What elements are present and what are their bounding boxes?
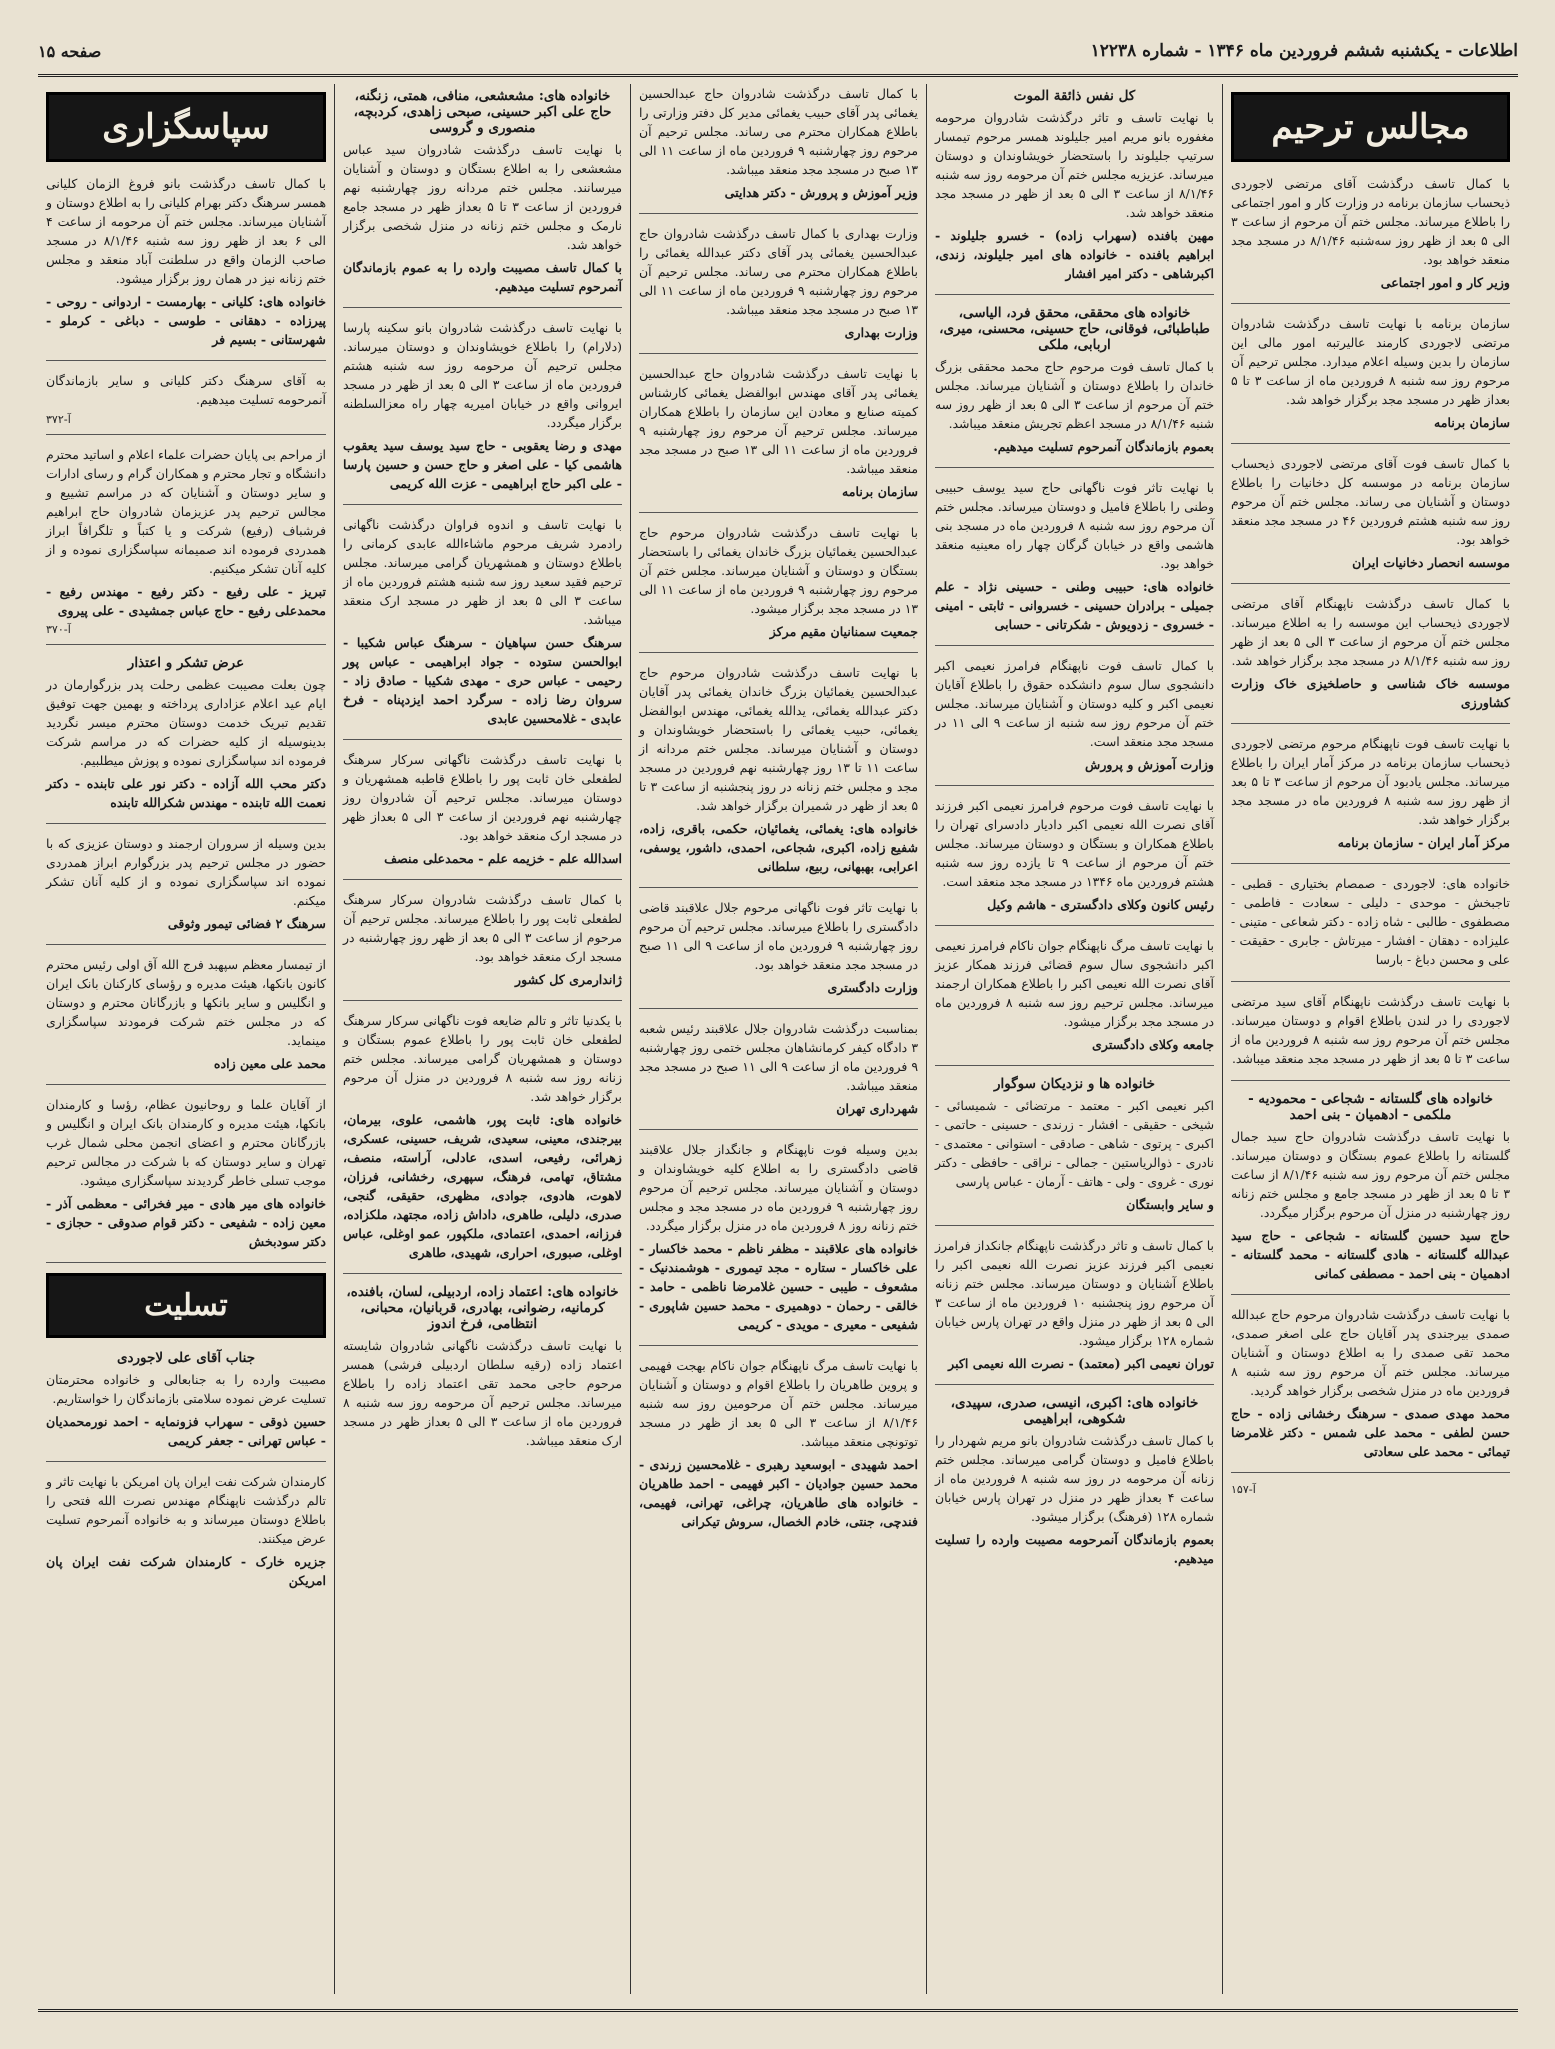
- notice-text: با کمال تاسف درگذشت آقای مرتضی لاجوردی ذیحساب سازمان برنامه در وزارت کار و امور اجتماعی را باطلاع میرساند. مجلس ختم آن مرحوم از ساعت ۳ الی ۵ بعد از ظهر روز سه‌شنبه ۸/۱/۴۶ در مسجد مجد منعقد خواهد بود.: [1231, 176, 1510, 267]
- notice-signature: احمد شهیدی - ابوسعید رهبری - غلامحسین زرندی - محمد حسین جوادیان - اکبر فهیمی - احمد طاهریان - خانواده های طاهریان، چراغی، تهرانی، فهیمی، فندچی، جنتی، خادم الخصال، سروش تیکرانی: [639, 1457, 918, 1529]
- notice: [935, 796, 1214, 926]
- notice: [343, 1284, 622, 1462]
- notice-signature: مهین بافنده (سهراب زاده) - خسرو جلیلوند - ابراهیم بافنده - خانواده های امیر جلیلوند، زندی، اکبرشاهی - دکتر امیر افشار: [935, 228, 1214, 281]
- notice-signature: سرهنگ حسن سپاهیان - سرهنگ عباس شکیبا - ابوالحسن ستوده - جواد ابراهیمی - عباس پور رحیمی - عباس حری - مهدی شکیبا - صادق زاد - سروان رضا زاده - سرگرد احمد ایزدپناه - فرخ عابدی - غلامحسین عابدی: [343, 635, 622, 726]
- notice-text: اکبر نعیمی اکبر - معتمد - مرتضائی - شمیسائی - شیخی - حقیقی - افشار - زرندی - حسینی - حاتمی - اکبری - پرتوی - شاهی - صادقی - استوانی - معتمدی - نادری - ذوالریاستین - جمالی - نراقی - حافظی - دکتر نوری - غروی - ولی - هاتف - آرمان - عباس پارسی: [935, 1098, 1214, 1189]
- page-header: [38, 28, 1518, 77]
- notice-text: بدین وسیله فوت ناپهنگام و جانگداز جلال علاقبند قاضی دادگستری را به اطلاع کلیه خویشاوندان و دوستان و آشنایان میرساند. مجلس ترحیم آن مرحوم روز چهارشنبه ۹ فروردین ماه در مسجد مجد و مجلس ختم زنانه روز ۸ فروردین ماه در منزل برگزار میگردد.: [639, 1142, 918, 1233]
- notice-text: با کمال تاسف و تاثر درگذشت ناپهنگام جانکداز فرامرز نعیمی اکبر فرزند عزیز نصرت الله نعیمی اکبر را باطلاع آشنایان و دوستان میرساند. مجلس ختم زنانه آن مرحوم روز پنجشنبه ۱۰ فروردین ماه از ساعت ۳ الی ۵ بعد از ظهر در منزل واقع در تهران پارس خیابان شماره ۱۲۸ برگزار میشود.: [935, 1238, 1215, 1348]
- notice-signature: ژاندارمری کل کشور: [515, 972, 622, 987]
- notice-text: با کمال تاسف درگذشت شادروان بانو مریم شهردار را باطلاع فامیل و دوستان گرامی میرساند. مجلس ختم زنانه آن مرحومه در روز سه شنبه ۸ فروردین ماه از ساعت ۴ بعداز ظهر در منزل در تهران پارس خیابان شماره ۱۲۸ (فرهنگ) برگزار میشود.: [935, 1433, 1214, 1524]
- section-banner: تسلیت: [46, 1273, 326, 1338]
- notice-title: کل نفس ذائقة الموت: [1013, 88, 1136, 104]
- header-dateline: اطلاعات - یکشنبه ششم فروردین ماه ۱۳۴۶ - شماره ۱۲۲۳۸: [1090, 41, 1518, 61]
- notice: [46, 655, 326, 824]
- notice-title: خانواده های گلستانه - شجاعی - محمودیه - ملکمی - ادهمیان - بنی احمد: [1248, 1091, 1493, 1123]
- notice-signature: موسسه خاک شناسی و حاصلخیزی خاک وزارت کشاورزی: [1231, 676, 1510, 710]
- notice: [639, 1356, 918, 1542]
- notice-signature: وزارت آموزش و پرورش: [1084, 757, 1214, 772]
- notice-signature: محمد مهدی صمدی - سرهنگ رخشانی زاده - حاج حسن لطفی - محمد علی شمس - دکتر غلامرضا تیمائی - محمد علی سعادتی: [1231, 1406, 1510, 1459]
- notice-text: با نهایت تاسف درگذشت ناگهانی سرکار سرهنگ لطفعلی خان ثابت پور را باطلاع قاطبه همشهریان و دوستان میرساند. مجلس ترحیم آن شادروان روز چهارشنبه نهم فروردین از ساعت ۳ الی ۵ بعداز ظهر در مسجد ارک منعقد خواهد بود.: [343, 752, 622, 843]
- notice-text: با کمال تاسف فوت مرحوم حاج محمد محققی بزرگ خاندان را باطلاع دوستان و آشنایان میرساند. مجلس ختم آن مرحوم از ساعت ۳ الی ۵ بعد از ظهر روز سه شنبه ۸/۱/۴۶ در مسجد اعظم تجریش منعقد میباشد.: [935, 359, 1214, 431]
- notice: [639, 663, 918, 888]
- section-banner: سپاسگزاری: [46, 92, 326, 162]
- notice-title: عرض تشکر و اعتذار: [127, 655, 245, 671]
- newspaper-page: [38, 28, 1518, 2018]
- notice-text: با کمال تاسف درگذشت شادروان حاج عبدالحسین یغمائی پدر آقای حبیب یغمائی مدیر کل دفتر وزارتی را باطلاع همکاران محترم می رساند. مجلس ترحیم آن مرحوم روز چهارشنبه ۹ فروردین ماه از ساعت ۱۱ الی ۱۳ صبح در مسجد مجد منعقد میباشد.: [639, 86, 918, 177]
- notice-signature: رئیس کانون وکلای دادگستری - هاشم وکیل: [987, 897, 1214, 912]
- column-4: [334, 84, 630, 1994]
- notice: [343, 318, 622, 505]
- notice-signature: وزارت بهداری: [844, 325, 918, 340]
- notice-signature: حسین ذوقی - سهراب فزونمایه - احمد نورمحمدیان - عباس تهرانی - جعفر کریمی: [46, 1414, 326, 1448]
- notice: [46, 1350, 326, 1462]
- notice-text: سازمان برنامه با نهایت تاسف درگذشت شادروان مرتضی لاجوردی کارمند عالیرتبه امور مالی این سازمان را بدین وسیله اعلام میدارد. مجلس ترحیم آن مرحوم روز سه شنبه ۸ فروردین ماه از ساعت ۳ تا ۵ بعداز ظهر در مسجد مجد برگزار خواهد شد.: [1231, 316, 1510, 407]
- notice-text: با نهایت تاسف درگذشت شادروان مرحوم حاج عبدالحسین یغمائیان بزرگ خاندان یغمائی را باستحضار بستگان و دوستان و آشنایان میرساند. مجلس ختم آن مرحوم روز چهارشنبه ۹ فروردین ماه از ساعت ۱۱ الی ۱۳ در مسجد مجد برگزار میشود.: [639, 525, 918, 616]
- notice-text: کارمندان شرکت نفت ایران پان امریکن با نهایت تاثر و تالم درگذشت ناپهنگام مهندس نصرت الله فتحی را باطلاع دوستان میرساند و به خانواده آنمرحوم تسلیت عرض میکنند.: [46, 1474, 326, 1546]
- notice: [1231, 874, 1510, 982]
- notice: [639, 898, 918, 1009]
- notice-text: با کمال تاسف درگذشت ناپهنگام آقای مرتضی لاجوردی ذیحساب این موسسه را به اطلاع میرساند. مجلس ختم آن مرحوم از ساعت ۳ الی ۵ بعد از ظهر روز سه شنبه ۸/۱/۴۶ در مسجد مجد برگزار خواهد شد.: [1231, 596, 1510, 668]
- notice: [639, 364, 918, 513]
- notice-text: بدین وسیله از سروران ارجمند و دوستان عزیزی که با حضور در مجلس ترحیم پدر بزرگوارم ابراز همدردی نموده اند سپاسگزاری نموده و از کلیه آنان تشکر میکنم.: [46, 836, 326, 908]
- notice: [935, 656, 1214, 786]
- notice: [46, 174, 326, 361]
- notice-signature: تبریز - علی رفیع - دکتر رفیع - مهندس رفیع - محمدعلی رفیع - حاج عباس جمشیدی - علی پیروی: [46, 584, 326, 618]
- notice-signature: اسدالله علم - خزیمه علم - محمدعلی منصف: [384, 851, 622, 866]
- notice-text: با یکدنیا تاثر و تالم ضایعه فوت ناگهانی سرکار سرهنگ لطفعلی خان ثابت پور را باطلاع عموم بستگان و دوستان و همشهریان گرامی میرساند. مجلس ختم زنانه روز سه شنبه ۸ فروردین در منزل آن مرحوم برگزار خواهد شد.: [343, 1013, 622, 1104]
- notice: [343, 515, 622, 740]
- notice-signature: وزارت دادگستری: [827, 980, 918, 995]
- notice-text: با نهایت تاسف درگذشت ناگهانی شادروان شایسته اعتماد زاده (رقیه سلطان اردبیلی فرشی) همسر مرحوم حاجی محمد تقی اعتماد زاده را باطلاع میرساند. مجلس ترحیم آن مرحومه روز سه شنبه ۸ فروردین ماه از ساعت ۳ الی ۵ بعداز ظهر در مسجد ارک منعقد میباشد.: [343, 1338, 622, 1448]
- notice-signature: خانواده های: حبیبی وطنی - حسینی نژاد - علم جمیلی - برادران حسینی - خسروانی - ثابتی - امینی - خسروی - زدویوش - شکرتانی - حسابی: [935, 579, 1214, 632]
- notice: [46, 445, 326, 645]
- notice-signature: جمعیت سمنانیان مقیم مرکز: [769, 624, 918, 639]
- notice-text: با نهایت تاثر فوت ناگهانی حاج سید یوسف حبیبی وطنی را باطلاع فامیل و دوستان میرساند. مجلس ختم آن مرحوم روز سه شنبه ۸ فروردین ماه در مسجد بنی هاشمی واقع در خیابان گرگان چهار راه معینیه منعقد خواهد بود.: [935, 480, 1215, 571]
- notice-text: بمناسبت درگذشت شادروان جلال علاقبند رئیس شعبه ۳ دادگاه کیفر کرمانشاهان مجلس ختمی روز چهارشنبه ۹ فروردین ماه از ساعت ۹ الی ۱۱ صبح در مسجد مجد منعقد میباشد.: [639, 1021, 918, 1093]
- notice-signature: بعموم بازماندگان آنمرحومه مصیبت وارده را تسلیت میدهیم.: [935, 1532, 1214, 1566]
- notice-title: جناب آقای علی لاجوردی: [116, 1350, 256, 1366]
- notice-text: وزارت بهداری با کمال تاسف درگذشت شادروان حاج عبدالحسین یغمائی پدر آقای دکتر عبدالله یغمائی را باطلاع همکاران محترم می رساند. مجلس ترحیم آن مرحوم روز چهارشنبه ۹ فروردین ماه از ساعت ۱۱ الی ۱۳ صبح در مسجد مجد منعقد میباشد.: [639, 226, 918, 317]
- notice-text: با کمال تاسف فوت ناپهنگام فرامرز نعیمی اکبر دانشجوی سال سوم دانشکده حقوق را باطلاع آقایان نعیمی اکبر و کلیه دوستان و آشنایان میرساند. مجلس ختم آن مرحوم روز سه شنبه از ساعت ۹ الی ۱۱ در مسجد مجد منعقد است.: [935, 658, 1214, 749]
- notice: [639, 84, 918, 214]
- ad-code: آ-۱۵۷: [1231, 1483, 1256, 1496]
- notice-text: با نهایت تاسف مرگ ناپهنگام جوان ناکام فرامرز نعیمی اکبر دانشجوی سال سوم قضائی فرزند همکار عزیز آقای نصرت الله نعیمی اکبر را باطلاع همکاران ارجمند میرساند. مجلس ترحیم روز سه شنبه ۸ فروردین ماه در مسجد مجد برگزار میشود.: [935, 938, 1214, 1029]
- notice-signature: و سایر وابستگان: [1126, 1197, 1214, 1212]
- notice: [1231, 174, 1510, 304]
- notice: [639, 523, 918, 653]
- notice: [343, 890, 622, 1001]
- notice: [935, 1236, 1214, 1385]
- notice: [935, 88, 1214, 295]
- notice-text: از آقایان علما و روحانیون عظام، رؤسا و کارمندان بانکها، هیئت مدیره و کارمندان بانک ایران و انگلیس و بازرگانان محترم و اعضای انجمن محلی شمال غرب تهران و سایر دوستان که با شرکت در مجالس ترحیم موجب تسلی خاطر گردیدند سپاسگزاری میشود.: [46, 1097, 326, 1188]
- notice: [343, 88, 622, 308]
- notice-title: خانواده های: اکبری، انیسی، صدری، سپیدی، شکوهی، ابراهیمی: [950, 1395, 1199, 1427]
- notice-signature: وزیر آموزش و پرورش - دکتر هدایتی: [724, 185, 918, 200]
- notice-text: با نهایت تاسف درگذشت شادروان بانو سکینه پارسا (دلارام) را باطلاع خویشاوندان و دوستان میرساند. مجلس ترحیم آن مرحومه روز سه شنبه هشتم فروردین ماه از ساعت ۳ الی ۵ بعد از ظهر در مسجد ایروانی واقع در خیابان امیریه چهار راه معزالسلطنه برگزار میگردد.: [343, 320, 622, 430]
- notice: [1231, 734, 1510, 864]
- notice-signature: شهرداری تهران: [836, 1101, 918, 1116]
- notice-text: با کمال تاسف درگذشت شادروان سرکار سرهنگ لطفعلی ثابت پور را باطلاع میرساند. مجلس ترحیم آن مرحوم از ساعت ۳ الی ۵ بعد از ظهر روز چهارشنبه در مسجد ارک منعقد خواهد بود.: [343, 892, 622, 964]
- notice-signature: خانواده های: یغمائی، یغمائیان، حکمی، باقری، زاده، شفیع زاده، اکبری، شجاعی، احمدی، داشور، یوسفی، اعرابی، بهبهانی، ربیع، سلطانی: [639, 821, 918, 874]
- notice: [1231, 992, 1510, 1081]
- notice-text: با نهایت تاسف و اندوه فراوان درگذشت ناگهانی رادمرد شریف مرحوم ماشاءالله عابدی کرمانی را باطلاع دوستان و همشهریان گرامی میرساند. مجلس ترحیم فقید سعید روز سه شنبه هشتم فروردین ماه از ساعت ۳ الی ۵ بعد از ظهر در مسجد ارک منعقد میباشد.: [343, 517, 623, 627]
- notice-signature: حاج سید حسین گلستانه - شجاعی - حاج سید عبدالله گلستانه - هادی گلستانه - محمد گلستانه - ادهمیان - بنی احمد - مصطفی کمانی: [1231, 1228, 1510, 1281]
- notice: [46, 955, 326, 1085]
- column-1: [1222, 84, 1518, 1994]
- notice-title: خانواده ها و نزدیکان سوگوار: [994, 1076, 1155, 1092]
- ad-code: آ-۳۷۲: [46, 413, 71, 426]
- notice-signature: وزیر کار و امور اجتماعی: [1380, 275, 1510, 290]
- notice: [1231, 1305, 1510, 1473]
- notice-signature: خانواده های میر هادی - میر فخرائی - معظمی آذر - معین زاده - شفیعی - دکتر قوام صدوقی - حجازی - دکتر سودبخش: [46, 1196, 326, 1249]
- notice: [46, 834, 326, 945]
- column-3: [630, 84, 926, 1994]
- notice: [935, 478, 1214, 646]
- notice-text: با نهایت تاسف فوت ناپهنگام مرحوم مرتضی لاجوردی ذیحساب سازمان برنامه در مرکز آمار ایران را باطلاع میرساند. مجلس یادبود آن مرحوم از ساعت ۳ تا ۵ بعد از ظهر روز سه شنبه ۸ فروردین ماه در مسجد مجد برگزار خواهد شد.: [1231, 736, 1510, 827]
- notice-text: مصیبت وارده را به جنابعالی و خانواده محترمتان تسلیت عرض نموده سلامتی بازماندگان را خواستاریم.: [46, 1372, 326, 1406]
- notice-title: خانواده های: مشعشعی، منافی، همتی، زنگنه، حاج علی اکبر حسینی، صبحی زاهدی، کردبچه، منصوری و گروسی: [353, 88, 612, 136]
- notice-text: با نهایت تاسف مرگ ناپهنگام جوان ناکام بهجت فهیمی و پروین طاهریان را باطلاع اقوام و دوستان و آشنایان میرساند. مجلس ختم آن مرحومین روز سه شنبه ۸/۱/۴۶ از ساعت ۳ الی ۵ بعد از ظهر در مسجد توتونچی منعقد میباشد.: [639, 1358, 918, 1449]
- column-2: [926, 84, 1222, 1994]
- notice-title: خانواده های: اعتماد زاده، اردبیلی، لسان، بافنده، کرمانیه، رضوانی، بهادری، قربانیان، محبانی، انتظامی، فرخ اندوز: [346, 1284, 619, 1332]
- notice-signature: سرهنگ ۲ فضائی تیمور وثوقی: [167, 916, 326, 931]
- notice-signature: موسسه انحصار دخانیات ایران: [1352, 555, 1510, 570]
- notice-signature: بعموم بازماندگان آنمرحوم تسلیت میدهیم.: [993, 439, 1214, 454]
- notice: [935, 936, 1214, 1066]
- column-5: [38, 84, 334, 1994]
- section-banner: مجالس ترحیم: [1231, 92, 1510, 162]
- notice-text: چون بعلت مصیبت عظمی رحلت پدر بزرگوارمان در ایام عید اعلام عزاداری پرداخته و بهمین جهت توفیق تقدیم تبریک خدمت دوستان محترم میسر نگردید بدینوسیله از کلیه حضرات که در مراسم شرکت فرموده اند سپاسگزاری نموده و پوزش میطلبیم.: [46, 677, 326, 768]
- notice-signature: توران نعیمی اکبر (معتمد) - نصرت الله نعیمی اکبر: [948, 1356, 1214, 1371]
- notice-text: با نهایت تاسف درگذشت شادروان حاج عبدالحسین یغمائی پدر آقای مهندس ابوالفضل یغمائی کارشناس کمیته صنایع و معادن این سازمان را باطلاع همکاران میرساند. مجلس ترحیم آن مرحوم روز چهارشنبه ۹ فروردین ماه از ساعت ۱۱ الی ۱۳ صبح در مسجد مجد منعقد میباشد.: [639, 366, 918, 476]
- notice: [1231, 314, 1510, 444]
- notice: [935, 305, 1214, 468]
- notice-text: خانواده های: لاجوردی - صمصام بختیاری - قطبی - تاجبخش - موحدی - دلیلی - سعادت - فاطمی - مصطفوی - طالبی - شاه زاده - دکتر شعاعی - متینی - علیزاده - دهقان - افشار - میرتاش - جابری - حقیقت - علی و محسن دباغ - بارسا: [1231, 876, 1510, 967]
- notice: [935, 1076, 1214, 1226]
- notice-signature: محمد علی معین زاده: [213, 1056, 326, 1071]
- page-number: صفحه ۱۵: [38, 41, 102, 61]
- notice-text: با نهایت تاسف درگذشت ناپهنگام آقای سید مرتضی لاجوردی را در لندن باطلاع اقوام و دوستان میرساند. مجلس ختم آن مرحوم روز سه شنبه ۸ فروردین ماه از ساعت ۳ تا ۵ بعد از ظهر در مسجد مجد منعقد میباشد.: [1231, 994, 1510, 1066]
- notice-signature: خانواده های: ثابت پور، هاشمی، علوی، بیرمان، بیرجندی، معینی، سعیدی، شریف، حسینی، عسکری، زهرائی، رفیعی، اسدی، عادلی، آراسته، منصف، مشتاق، تهامی، فرهنگ، سپهری، رخشانی، فرزان، لاهوت، هادوی، جوادی، مظهری، حقیقی، گنجی، صدری، دلیلی، طاهری، داداش زاده، مجتهد، ملکزاده، فرزانه، احمدی، اعتمادی، ملکپور، عمو اوغلی، عباس اوغلی، صبوری، احراری، شهیدی، طاهری: [343, 1112, 622, 1260]
- notice: [46, 1472, 326, 1601]
- notice: [1231, 454, 1510, 584]
- notice-text: با نهایت تاسف درگذشت شادروان سید عباس مشعشعی را به اطلاع بستگان و دوستان و آشنایان میرسانند. مجلس ختم مردانه روز چهارشنبه نهم فروردین از ساعت ۳ تا ۵ بعداز ظهر در مسجد جامع نارمک و مجلس ختم زنانه در منزل شخصی برگزار خواهد شد.: [343, 142, 622, 252]
- notice-signature: سازمان برنامه: [1434, 415, 1510, 430]
- notice-text: با نهایت تاسف و تاثر درگذشت شادروان مرحومه مغفوره بانو مریم امیر جلیلوند همسر مرحوم تیمسار سرتیپ جلیلوند را باستحضار خویشاوندان و دوستان میرساند. عزیزیه مجلس ختم آن مرحومه روز سه شنبه ۸/۱/۴۶ از ساعت ۳ الی ۵ بعد از ظهر در مسجد مجد منعقد خواهد شد.: [935, 110, 1214, 220]
- notice-text: با نهایت تاسف درگذشت شادروان مرحوم حاج عبدالله صمدی بیرجندی پدر آقایان حاج علی اصغر صمدی، محمد تقی صمدی را به اطلاع دوستان و آشنایان میرساند. مجلس ختم آن مرحوم روز سه شنبه ۸ فروردین ماه در منزل شخصی برگزار خواهد گردید.: [1231, 1307, 1510, 1398]
- notice-signature: خانواده های: کلیانی - بهارمست - اردوانی - روحی - پیرزاده - دهقانی - طوسی - دباغی - کرملو - شهرستانی - بسیم فر: [46, 294, 326, 347]
- notice: [1231, 594, 1510, 724]
- notice-signature: دکتر محب الله آزاده - دکتر نور علی تابنده - دکتر نعمت الله تابنده - مهندس شکرالله تابنده: [46, 776, 326, 810]
- notice: [639, 1140, 918, 1346]
- ad-code: آ-۳۷۰: [46, 623, 71, 636]
- notice-signature: خانواده های علاقبند - مظفر ناظم - محمد خاکسار - علی خاکسار - ستاره - مجد تیموری - هوشمندنیک - مشعوف - طیبی - حسین غلامرضا ناظمی - حامد - خالقی - رحمان - دوهمیری - محمد حسین شاپوری - شفیعی - معیری - مویدی - کریمی: [639, 1241, 918, 1332]
- notice-text: به آقای سرهنگ دکتر کلیانی و سایر بازماندگان آنمرحومه تسلیت میدهیم.: [46, 373, 326, 407]
- notice-text: با نهایت تاسف درگذشت شادروان مرحوم حاج عبدالحسین یغمائیان بزرگ خاندان یغمائی پدر آقایان دکتر عبدالله یغمائی، یدالله یغمائی، مهندس ابوالفضل یغمائی، حبیب یغمائی را باستحضار خویشاوندان و دوستان و آشنایان میرساند. مجلس ختم مردانه از ساعت ۱۱ تا ۱۳ روز چهارشنبه نهم فروردین در مسجد مجد و مجلس ختم زنانه در روز پنجشنبه از ساعت ۳ تا ۵ بعد از ظهر در شمیران برگزار خواهد شد.: [639, 665, 918, 813]
- notice-signature: جامعه وکلای دادگستری: [1092, 1037, 1214, 1052]
- notice-text: از مراحم بی پایان حضرات علماء اعلام و اساتید محترم دانشگاه و تجار محترم و همکاران گرام و رسای ادارات و سایر دوستان و آشنایان که در مراسم تشییع و مجالس ترحیم پدر عزیزمان شادروان حاج ابراهیم فرشباف (رفیع) شرکت و یا کتباً و تلگرافاً ابراز همدردی فرموده اند صمیمانه سپاسگزاری نموده و از کلیه آنان تشکر میکنیم.: [46, 447, 326, 576]
- notice-signature: مهدی و رضا یعقوبی - حاج سید یوسف سید یعقوب هاشمی کیا - علی اصغر و حاج حسن و حسین پارسا - علی اکبر حاج ابراهیمی - عزت الله کریمی: [343, 438, 622, 491]
- notice-signature: مرکز آمار ایران - سازمان برنامه: [1337, 835, 1510, 850]
- notice: [639, 224, 918, 354]
- notice: [46, 371, 326, 435]
- notice-text: با کمال تاسف فوت آقای مرتضی لاجوردی ذیحساب سازمان برنامه در موسسه کل دخانیات را باطلاع دوستان و آشنایان می رساند. مجلس ختم آن مرحوم روز سه شنبه هشتم فروردین ۴۶ در مسجد مجد منعقد خواهد بود.: [1231, 456, 1511, 547]
- notice: [639, 1019, 918, 1130]
- notice-signature: جزیره خارک - کارمندان شرکت نفت ایران پان امریکن: [46, 1554, 326, 1588]
- notice-text: از تیمسار معظم سپهبد فرج الله آق اولی رئیس محترم کانون بانکها، هیئت مدیره و رؤسای کارکنان بانک ایران و انگلیس و سایر بانکها و بازرگانان محترم و دوستان که در مجلس ختم شرکت فرمودند سپاسگزاری مینماید.: [46, 957, 326, 1048]
- notice-text: با نهایت تاسف فوت مرحوم فرامرز نعیمی اکبر فرزند آقای نصرت الله نعیمی اکبر دادیار دادسرای تهران را باطلاع همکاران و بستگان و دوستان میرساند. مجلس ختم آن مرحوم از ساعت ۹ تا یازده روز سه شنبه هشتم فروردین ماه ۱۳۴۶ در مسجد مجد منعقد است.: [935, 798, 1214, 889]
- notice-text: با کمال تاسف درگذشت بانو فروغ الزمان کلیانی همسر سرهنگ دکتر بهرام کلیانی را به اطلاع دوستان و آشنایان میرساند. مجلس ختم آن مرحومه از ساعت ۴ الی ۶ بعد از ظهر روز سه شنبه ۸/۱/۴۶ در مسجد صاحب الزمان واقع در سلطنت آباد منعقد و مجلس ختم زنانه نیز در همان روز برگزار میشود.: [46, 176, 326, 286]
- columns: [38, 84, 1518, 1994]
- notice-text: با نهایت تاسف درگذشت شادروان حاج سید جمال گلستانه را باطلاع عموم بستگان و دوستان میرساند. مجلس ختم آن مرحوم روز سه شنبه ۸/۱/۴۶ از ساعت ۳ تا ۵ بعد از ظهر در مسجد جامع و مجلس ختم زنانه روز چهارشنبه در منزل آن مرحوم برگزار میگردد.: [1231, 1129, 1510, 1220]
- notice-text: با نهایت تاثر فوت ناگهانی مرحوم جلال علاقبند قاضی دادگستری را باطلاع میرساند. مجلس ترحیم آن مرحوم روز چهارشنبه ۹ فروردین ماه از ساعت ۹ الی ۱۱ صبح در مسجد مجد منعقد خواهد بود.: [639, 900, 918, 972]
- notice-signature: با کمال تاسف مصیبت وارده را به عموم بازماندگان آنمرحوم تسلیت میدهیم.: [343, 260, 622, 294]
- footer-rule: [38, 2009, 1518, 2012]
- notice: [935, 1395, 1214, 1579]
- notice: [1231, 1091, 1510, 1295]
- notice: [46, 1095, 326, 1263]
- notice: [343, 750, 622, 880]
- notice-title: خانواده های محققی، محقق فرد، الیاسی، طباطبائی، فوقانی، حاج حسینی، محسنی، میری، اربابی، ملکی: [939, 305, 1210, 353]
- notice: [343, 1011, 622, 1274]
- notice-signature: سازمان برنامه: [842, 484, 918, 499]
